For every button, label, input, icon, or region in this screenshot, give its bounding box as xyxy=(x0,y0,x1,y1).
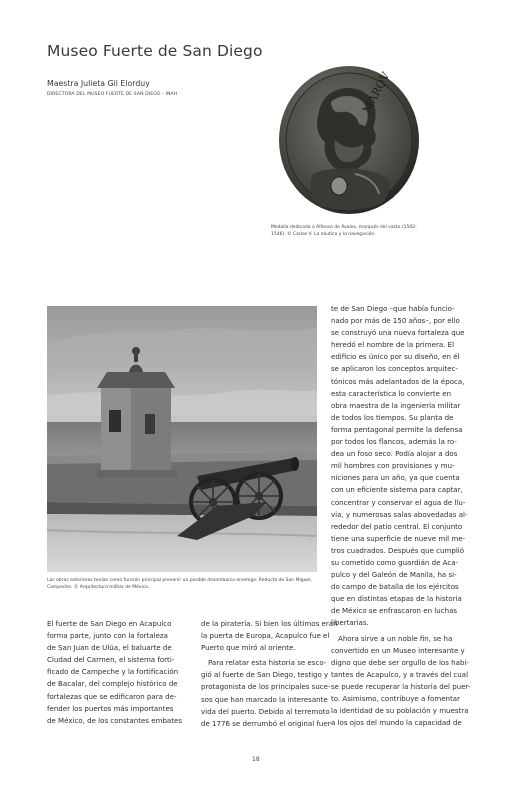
article-title: Museo Fuerte de San Diego xyxy=(47,42,263,60)
text-line: heredó el nombre de la primera. El xyxy=(331,340,455,350)
paragraph xyxy=(201,657,333,730)
paragraph xyxy=(47,618,185,727)
text-line: tros cuadrados. Después que cumplió xyxy=(331,545,465,555)
text-line: ficado de Campeche y la fortificación xyxy=(47,667,179,677)
paragraph xyxy=(331,303,471,630)
text-line: to. Asimismo, contribuye a fomentar xyxy=(331,694,460,703)
middle-column xyxy=(201,618,338,730)
text-line: protagonista de los principales suce- xyxy=(201,682,331,692)
text-line: rededor del patio central. El conjunto xyxy=(331,521,463,531)
text-line: fender los puertos más importantes xyxy=(47,703,174,713)
text-line: Puerto que miró al oriente. xyxy=(201,643,296,653)
text-line: via, y numerosas salas abovedadas al- xyxy=(331,509,468,519)
text-line: fortalezas que se edificaron para de- xyxy=(47,691,177,701)
text-line: se construyó una nueva fortaleza que xyxy=(331,328,465,338)
text-line: pulco y del Galeón de Manila, ha si- xyxy=(331,570,457,580)
text-line: de Bacalar, del complejo histórico de xyxy=(47,679,178,689)
left-column xyxy=(47,618,185,727)
medal-caption xyxy=(271,224,421,238)
text-line: a los ojos del mundo la capacidad de xyxy=(331,718,462,728)
text-line: de San Juan de Ulúa, el baluarte de xyxy=(47,643,172,653)
text-line: su cometido como guardián de Aca- xyxy=(331,557,459,567)
text-line: vida del puerto. Debido al terremoto xyxy=(201,706,330,716)
text-line: libertarias. xyxy=(331,618,369,628)
medal-caption-line: 1546). © Carlos V. La náutica y la navegación. xyxy=(271,232,376,237)
author-name: Maestra Julieta Gil Elorduy xyxy=(47,79,150,88)
text-line: de México, de los constantes embates xyxy=(47,715,183,725)
text-line: Ahora sirve a un noble fin, se ha xyxy=(338,633,453,643)
text-line: se puede recuperar la historia del puer- xyxy=(331,681,471,691)
text-line: tantes de Acapulco, y a través del cual xyxy=(331,669,469,679)
text-line: forma pentagonal permite la defensa xyxy=(331,424,463,434)
medal-image xyxy=(273,62,423,218)
text-line: de México se enfrascaron en luchas xyxy=(331,606,458,616)
text-line: digno que debe ser orgullo de los habi- xyxy=(331,657,469,667)
paragraph xyxy=(201,618,338,654)
text-line: te de San Diego –que había funcio- xyxy=(331,304,455,313)
text-line: sos que han marcado la interesante xyxy=(201,694,328,704)
page-number: 18 xyxy=(252,756,260,763)
fort-photo xyxy=(47,306,317,572)
text-line: que en distintas etapas de la historia xyxy=(331,594,462,604)
paragraph xyxy=(331,633,471,730)
text-line: tiene una superficie de nueve mil me- xyxy=(331,533,466,543)
medal-inscription: MARQV xyxy=(360,70,393,116)
text-line: de 1776 se derrumbó el original fuer- xyxy=(201,718,333,728)
text-line: nado por más de 150 años–, por ello xyxy=(331,316,460,326)
text-line: Ciudad del Carmen, el sistema forti- xyxy=(47,655,175,665)
text-line: se aplicaron los conceptos arquitec- xyxy=(331,364,458,374)
text-line: El fuerte de San Diego en Acapulco xyxy=(47,619,172,628)
text-line: la puerta de Europa, Acapulco fue el xyxy=(201,631,330,641)
text-line: la identidad de su población y muestra xyxy=(331,706,469,716)
text-line: convertido en un Museo interesante y xyxy=(331,645,465,655)
text-line: de todos los tiempos. Su planta de xyxy=(331,412,454,422)
text-line: obra maestra de la ingeniería militar xyxy=(331,400,461,410)
text-line: mil hombres con provisiones y mu- xyxy=(331,461,455,471)
text-line: esta característica lo convierte en xyxy=(331,388,452,398)
text-line: de la piratería. Si bien los últimos eran xyxy=(201,619,338,628)
fort-photo-caption: Las obras exteriores tenían como función principal prevenir un posible desembarco enemigo. Reducto de San Miguel, Campeche. © Arquitectura militar de México. xyxy=(47,578,312,590)
right-column xyxy=(331,303,471,729)
text-line: forma parte, junto con la fortaleza xyxy=(47,631,168,641)
text-line: do campo de batalla de los ejércitos xyxy=(331,582,459,592)
text-line: gió al fuerte de San Diego, testigo y xyxy=(201,670,329,680)
text-line: por todos los flancos, además la ro- xyxy=(331,437,457,447)
author-role: DIRECTORA DEL MUSEO FUERTE DE SAN DIEGO - INAH xyxy=(47,92,178,97)
text-line: con un eficiente sistema para captar, xyxy=(331,485,463,495)
text-line: concentrar y conservar el agua de llu- xyxy=(331,497,466,507)
medal-caption-line: Medalla dedicada a Alfonso de Ávalos, marqués del vasto (1502- xyxy=(271,225,417,230)
text-line: tónicos más adelantados de la época, xyxy=(331,376,465,386)
text-line: dea un foso seco. Podía alojar a dos xyxy=(331,449,458,459)
text-line: niciones para un año, ya que cuenta xyxy=(331,473,460,483)
text-line: Para relatar esta historia se esco- xyxy=(208,658,327,668)
text-line: edificio es único por su diseño, en él xyxy=(331,352,460,362)
